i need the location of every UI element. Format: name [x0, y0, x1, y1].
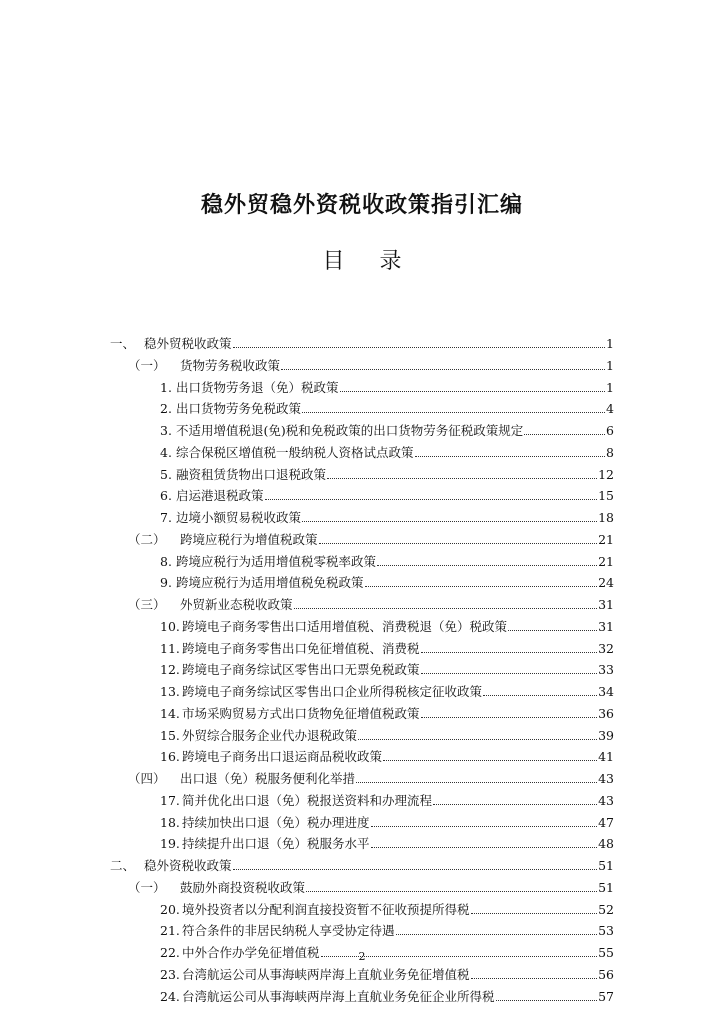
toc-entry-page: 47: [598, 814, 614, 830]
dot-leader: [319, 529, 598, 544]
toc-entry-leader: [421, 703, 614, 725]
toc-entry-number: 19.: [160, 836, 180, 852]
toc-entry-title: 跨境应税行为适用增值税零税率政策: [176, 553, 377, 569]
dot-leader: [421, 703, 598, 718]
toc-entry-title: 跨境应税行为适用增值税免税政策: [176, 575, 364, 591]
dot-leader: [471, 964, 598, 979]
dot-leader: [294, 594, 598, 609]
toc-entry-page: 24: [598, 575, 614, 591]
toc-entry-title: 外贸综合服务企业代办退税政策: [182, 727, 358, 743]
toc-entry-page: 48: [598, 836, 614, 852]
toc-entry[interactable]: [0, 638, 724, 660]
toc-entry-leader: [421, 638, 614, 660]
toc-entry[interactable]: [0, 464, 724, 486]
dot-leader: [340, 377, 606, 392]
dot-leader: [302, 507, 597, 522]
dot-leader: [233, 855, 598, 870]
toc-entry-page: 56: [598, 966, 614, 982]
toc-entry-page: 51: [598, 858, 614, 873]
dot-leader: [377, 551, 597, 566]
toc-entry-number: 17.: [160, 792, 180, 808]
toc-entry-leader: [358, 725, 614, 747]
toc-entry[interactable]: [0, 768, 724, 790]
toc-entry-number: 1.: [160, 379, 172, 395]
toc-entry-leader: [302, 398, 614, 420]
dot-leader: [358, 725, 597, 740]
toc-entry-page: 52: [598, 901, 614, 917]
toc-entry-number: 18.: [160, 814, 180, 830]
toc-entry-page: 36: [598, 705, 614, 721]
dot-leader: [471, 899, 598, 914]
toc-entry[interactable]: [0, 659, 724, 681]
toc-entry-title: 综合保税区增值税一般纳税人资格试点政策: [176, 444, 414, 460]
toc-entry-number: 12.: [160, 662, 180, 678]
toc-entry-page: 32: [598, 640, 614, 656]
toc-entry-page: 21: [598, 553, 614, 569]
toc-entry-number: 8.: [160, 553, 172, 569]
toc-entry-leader: [302, 507, 614, 529]
toc-entry[interactable]: [0, 877, 724, 899]
toc-entry-page: 12: [598, 466, 614, 482]
toc-entry-number: 20.: [160, 901, 180, 917]
toc-entry-number: 11.: [160, 640, 180, 656]
toc-entry-title: 融资租赁货物出口退税政策: [176, 466, 327, 482]
toc-entry[interactable]: [0, 485, 724, 507]
toc-entry-leader: [508, 616, 614, 638]
toc-entry-title: 货物劳务税收政策: [180, 357, 281, 373]
toc-entry[interactable]: [0, 725, 724, 747]
toc-entry-number: 21.: [160, 923, 180, 939]
toc-entry-leader: [365, 572, 614, 594]
toc-entry-number: 一、: [110, 336, 136, 351]
toc-entry-leader: [383, 746, 614, 768]
dot-leader: [356, 768, 597, 783]
dot-leader: [233, 333, 606, 348]
toc-entry-title: 台湾航运公司从事海峡两岸海上直航业务免征企业所得税: [182, 988, 495, 1004]
toc-entry-leader: [483, 681, 614, 703]
toc-entry-page: 1: [606, 379, 614, 395]
toc-entry-number: （一）: [128, 879, 166, 895]
toc-entry-number: 9.: [160, 575, 172, 591]
toc-entry-page: 31: [598, 618, 614, 634]
toc-entry-title: 中外合作办学免征增值税: [182, 945, 320, 960]
toc-entry-leader: [306, 877, 614, 899]
toc-entry-title: 跨境电子商务零售出口适用增值税、消费税退（免）税政策: [182, 618, 508, 634]
toc-entry[interactable]: [0, 442, 724, 464]
toc-entry[interactable]: [0, 703, 724, 725]
toc-entry-title: 跨境电子商务综试区零售出口无票免税政策: [182, 662, 420, 678]
toc-entry[interactable]: [0, 572, 724, 594]
toc-entry-page: 1: [606, 336, 614, 351]
toc-entry-page: 31: [598, 597, 614, 612]
toc-entry-number: 3.: [160, 423, 172, 438]
toc-entry-number: （二）: [128, 531, 166, 547]
toc-entry-number: 7.: [160, 510, 172, 525]
toc-entry-page: 51: [598, 879, 614, 895]
toc-entry[interactable]: [0, 529, 724, 551]
toc-entry-title: 台湾航运公司从事海峡两岸海上直航业务免征增值税: [182, 966, 470, 982]
dot-leader: [302, 398, 605, 413]
toc-entry[interactable]: [0, 333, 724, 355]
toc-entry[interactable]: [0, 855, 724, 877]
toc-entry-leader: [294, 594, 614, 616]
toc-entry-number: 15.: [160, 727, 180, 743]
dot-leader: [371, 833, 598, 848]
toc-entry-leader: [265, 485, 614, 507]
dot-leader: [383, 746, 597, 761]
toc-entry-title: 持续加快出口退（免）税办理进度: [182, 814, 370, 830]
toc-entry[interactable]: [0, 398, 724, 420]
toc-entry[interactable]: [0, 551, 724, 573]
toc-entry-leader: [371, 833, 614, 855]
toc-entry-leader: [415, 442, 614, 464]
dot-leader: [496, 986, 598, 1001]
toc-entry-title: 跨境应税行为增值税政策: [180, 531, 318, 547]
toc-entry-title: 出口货物劳务退（免）税政策: [176, 379, 339, 395]
toc-entry-title: 符合条件的非居民纳税人享受协定待遇: [182, 923, 395, 939]
toc-entry-page: 15: [598, 488, 614, 504]
toc-entry[interactable]: [0, 616, 724, 638]
dot-leader: [524, 420, 605, 435]
toc-entry[interactable]: [0, 681, 724, 703]
toc-entry-number: 23.: [160, 966, 180, 982]
toc-entry-page: 4: [606, 401, 614, 417]
toc-entry-leader: [433, 790, 614, 812]
toc-entry-page: 33: [598, 662, 614, 678]
toc-entry-page: 1: [606, 357, 614, 373]
toc-entry-number: 14.: [160, 705, 180, 721]
dot-leader: [327, 464, 597, 479]
toc-entry-title: 启运港退税政策: [176, 488, 264, 504]
toc-entry[interactable]: [0, 899, 724, 921]
toc-entry[interactable]: [0, 920, 724, 942]
toc-entry-number: 2.: [160, 401, 172, 417]
toc-entry-leader: [496, 986, 614, 1008]
toc-heading: 目 录: [322, 249, 416, 274]
document-title: 稳外贸稳外资税收政策指引汇编: [200, 193, 523, 218]
toc-entry-title: 出口退（免）税服务便利化举措: [180, 771, 356, 786]
toc-entry-page: 39: [598, 727, 614, 743]
toc-entry-leader: [371, 812, 614, 834]
toc-entry[interactable]: [0, 355, 724, 377]
toc-entry-leader: [327, 464, 614, 486]
dot-leader: [415, 442, 606, 457]
dot-leader: [365, 572, 598, 587]
toc-entry-number: 6.: [160, 488, 172, 504]
toc-entry[interactable]: [0, 812, 724, 834]
dot-leader: [396, 920, 598, 935]
toc-entry-number: 22.: [160, 945, 180, 960]
toc-entry-title: 稳外贸税收政策: [144, 336, 232, 351]
toc-entry-leader: [340, 377, 614, 399]
toc-entry-page: 41: [598, 749, 614, 765]
toc-entry[interactable]: [0, 377, 724, 399]
toc-entry-leader: [421, 659, 614, 681]
toc-entry-leader: [281, 355, 614, 377]
toc-entry-title: 稳外资税收政策: [144, 858, 232, 873]
toc-entry-title: 市场采购贸易方式出口货物免征增值税政策: [182, 705, 420, 721]
dot-leader: [483, 681, 597, 696]
toc-entry-page: 18: [598, 510, 614, 525]
toc-entry[interactable]: [0, 986, 724, 1008]
toc-entry-number: 4.: [160, 444, 172, 460]
toc-entry-page: 8: [606, 444, 614, 460]
toc-entry-title: 境外投资者以分配利润直接投资暂不征收预提所得税: [182, 901, 470, 917]
dot-leader: [306, 877, 597, 892]
toc-entry[interactable]: [0, 790, 724, 812]
toc-entry-title: 不适用增值税退(免)税和免税政策的出口货物劳务征税政策规定: [176, 423, 524, 438]
toc-entry-page: 53: [598, 923, 614, 939]
dot-leader: [281, 355, 605, 370]
dot-leader: [433, 790, 597, 805]
dot-leader: [371, 812, 598, 827]
toc-entry-number: 二、: [110, 858, 136, 873]
dot-leader: [421, 638, 598, 653]
toc-entry[interactable]: [0, 833, 724, 855]
toc-entry-leader: [356, 768, 614, 790]
toc-entry-number: 5.: [160, 466, 172, 482]
toc-entry-title: 跨境电子商务零售出口免征增值税、消费税: [182, 640, 420, 656]
toc-entry-leader: [319, 529, 614, 551]
toc-entry-leader: [471, 899, 614, 921]
toc-entry-number: 10.: [160, 618, 180, 634]
toc-entry-page: 21: [598, 531, 614, 547]
toc-entry-leader: [233, 333, 614, 355]
toc-entry-page: 34: [598, 684, 614, 699]
toc-entry-page: 57: [598, 988, 614, 1004]
toc-entry-page: 55: [598, 945, 614, 960]
toc-entry-page: 43: [598, 771, 614, 786]
toc-entry-title: 外贸新业态税收政策: [180, 597, 293, 612]
toc-entry[interactable]: [0, 507, 724, 529]
toc-entry-title: 出口货物劳务免税政策: [176, 401, 302, 417]
toc-entry-page: 6: [606, 423, 614, 438]
dot-leader: [508, 616, 597, 631]
toc-entry-number: （四）: [128, 771, 166, 786]
page-number: 2: [358, 950, 366, 963]
toc-entry[interactable]: [0, 420, 724, 442]
toc-entry-title: 跨境电子商务综试区零售出口企业所得税核定征收政策: [182, 684, 483, 699]
toc-entry-number: （一）: [128, 357, 166, 373]
toc-entry[interactable]: [0, 746, 724, 768]
toc-entry[interactable]: [0, 964, 724, 986]
toc-entry[interactable]: [0, 594, 724, 616]
toc-entry-number: 13.: [160, 684, 180, 699]
toc-entry-number: （三）: [128, 597, 166, 612]
table-of-contents: [0, 333, 724, 1007]
toc-entry-leader: [396, 920, 614, 942]
toc-entry-title: 持续提升出口退（免）税服务水平: [182, 836, 370, 852]
toc-entry-page: 43: [598, 792, 614, 808]
toc-entry-title: 边境小额贸易税收政策: [176, 510, 302, 525]
toc-entry-number: 24.: [160, 988, 180, 1004]
dot-leader: [421, 659, 598, 674]
toc-entry-leader: [471, 964, 614, 986]
toc-entry-title: 简并优化出口退（免）税报送资料和办理流程: [182, 792, 433, 808]
toc-entry-title: 鼓励外商投资税收政策: [180, 879, 306, 895]
toc-entry-title: 跨境电子商务出口退运商品税收政策: [182, 749, 383, 765]
toc-entry-leader: [377, 551, 614, 573]
toc-entry-leader: [524, 420, 614, 442]
dot-leader: [265, 485, 598, 500]
toc-entry-leader: [233, 855, 614, 877]
toc-entry-number: 16.: [160, 749, 180, 765]
